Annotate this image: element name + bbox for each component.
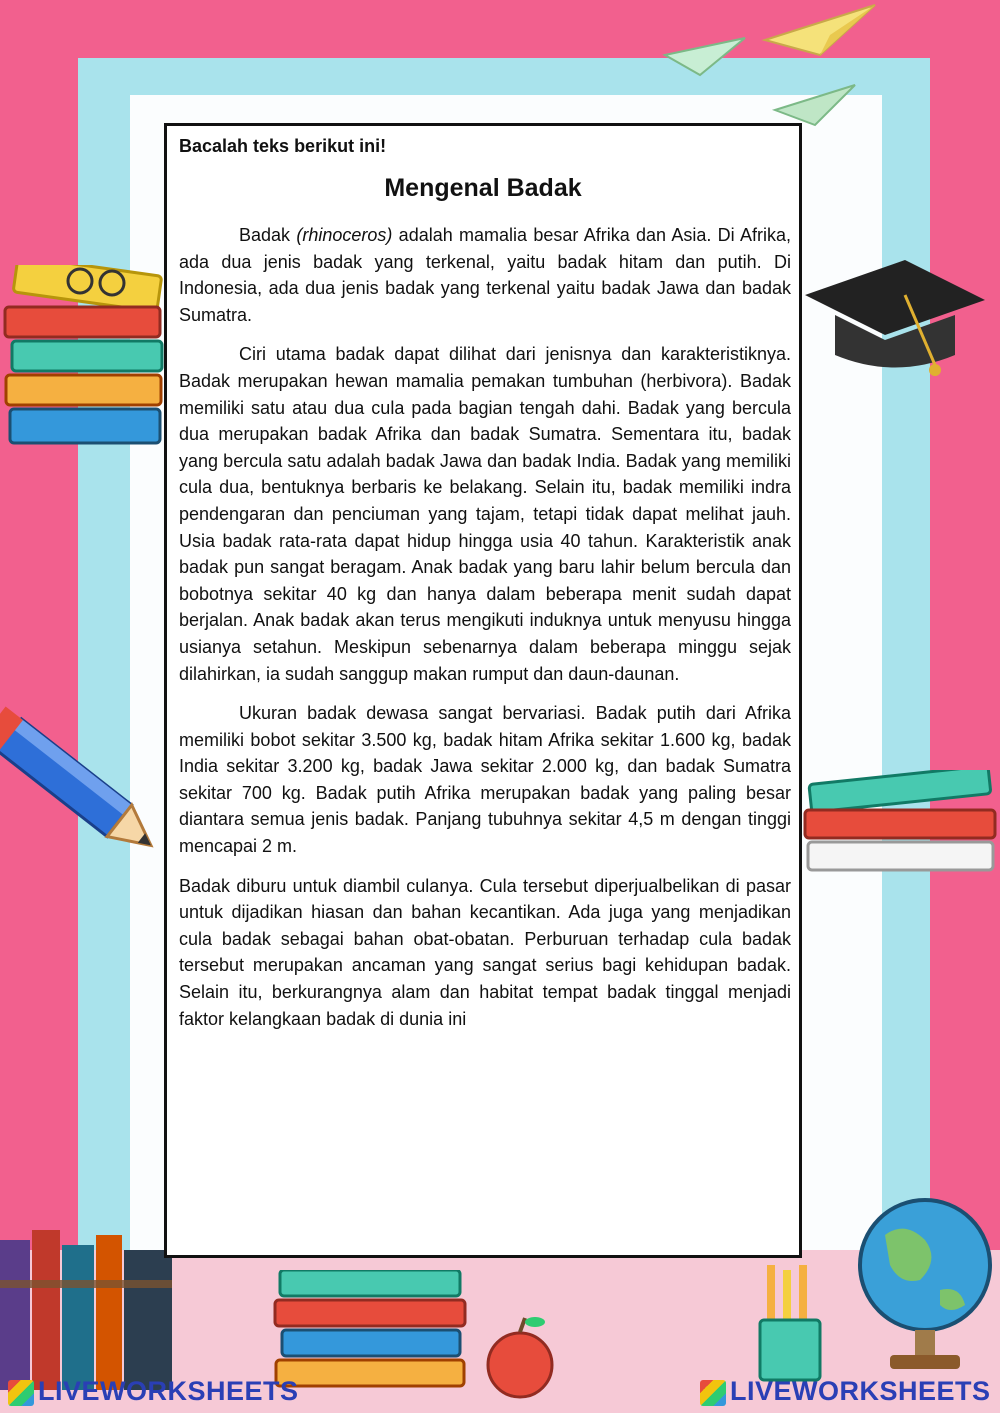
paragraph-4: Badak diburu untuk diambil culanya. Cula tersebut diperjualbelikan di pasar untuk dijadikan hiasan dan bahan kecantikan. Ada juga yang menjadikan cula badak sebagai bahan obat-obatan. Perburuan terhadap cula badak tersebut merupakan ancaman yang sangat serius bagi kehidupan badak. Selain itu, berkurangnya alam dan habitat tempat badak tinggal menjadi faktor kelangkaan badak di dunia ini: [179, 875, 791, 1029]
paragraph-3: Ukuran badak dewasa sangat bervariasi. Badak putih dari Afrika memiliki bobot sekitar 3.500 kg, badak hitam Afrika sekitar 1.600 kg, badak India sekitar 3.200 kg, badak Jawa sekitar 2.000 kg, dan badak Sumatra sekitar 700 kg. Badak putih Afrika merupakan badak yang paling besar diantara semua jenis badak. Panjang tubuhnya sekitar 4,5 m dengan tinggi mencapai 2 m.: [179, 703, 791, 857]
liveworksheets-logo-icon: [700, 1380, 726, 1406]
pencil-cup-icon: [755, 1265, 825, 1385]
instruction-text: Bacalah teks berikut ini!: [179, 136, 387, 156]
watermark-right: LIVEWORKSHEETS: [700, 1376, 991, 1407]
graduation-cap-icon: [805, 255, 985, 405]
apple-icon: [475, 1310, 565, 1400]
page-title: Mengenal Badak: [384, 174, 582, 202]
globe-icon: [845, 1190, 1000, 1380]
paper-plane-icon: [760, 0, 880, 60]
watermark-left: LIVEWORKSHEETS: [8, 1376, 299, 1407]
article-body: [179, 222, 791, 1045]
paragraph-1: Badak (rhinoceros) adalah mamalia besar Afrika dan Asia. Di Afrika, ada dua jenis badak yang terkenal, yaitu badak hitam dan putih. Di Indonesia, ada dua jenis badak yang terkenal yaitu badak Jawa dan badak Sumatra.: [179, 225, 791, 325]
books-stack-icon: [800, 770, 1000, 880]
pencil-icon: [0, 700, 175, 880]
paper-plane-icon: [660, 30, 750, 80]
books-stack-icon: [270, 1270, 470, 1390]
italic-term: (rhinoceros): [296, 225, 393, 245]
liveworksheets-logo-icon: [8, 1380, 34, 1406]
bookshelf-icon: [0, 1230, 172, 1390]
books-stack-icon: [0, 265, 170, 455]
reading-paper: [164, 123, 802, 1258]
paragraph-2: Ciri utama badak dapat dilihat dari jenisnya dan karakteristiknya. Badak merupakan hewan mamalia pemakan tumbuhan (herbivora). Badak memiliki satu atau dua cula pada bagian tengah dahi. Badak yang bercula dua merupakan badak Afrika dan badak Sumatra. Sementara itu, badak yang bercula satu adalah badak Jawa dan badak India. Badak yang memiliki cula dua, bentuknya berbaris ke belakang. Selain itu, badak memiliki indra pendengaran dan penciuman yang tajam, tetapi tidak dapat melihat jauh. Usia badak rata-rata dapat hidup hingga usia 40 tahun. Karakteristik anak badak pun sangat beragam. Anak badak yang baru lahir belum bercula dan bobotnya sekitar 40 kg dan hanya dalam beberapa menit sudah dapat berjalan. Anak badak akan terus mengikuti induknya untuk menyusu hingga usianya setahun. Meskipun sebenarnya dalam beberapa minggu sejak dilahirkan, ia sudah sanggup makan rumput dan daun-daunan.: [179, 344, 791, 684]
